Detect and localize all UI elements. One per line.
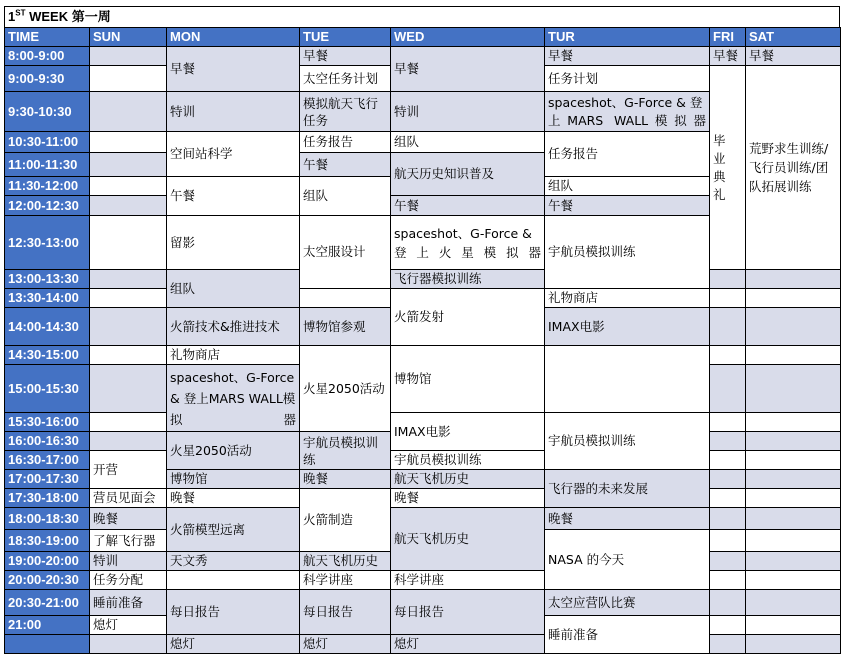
time-cell: 11:00-11:30 — [5, 153, 90, 177]
tue-cell: 太空任务计划 — [300, 66, 391, 92]
time-cell: 21:00 — [5, 616, 90, 635]
time-cell: 14:00-14:30 — [5, 308, 90, 346]
tur-cell: IMAX电影 — [545, 308, 710, 346]
sun-cell — [90, 346, 167, 365]
wed-cell: 午餐 — [391, 196, 545, 216]
sat-cell — [746, 365, 841, 413]
fri-cell — [710, 508, 746, 530]
table-row — [5, 270, 841, 289]
mon-cell: 特训 — [167, 92, 300, 132]
sat-cell — [746, 616, 841, 635]
tue-cell: 宇航员模拟训练 — [300, 432, 391, 470]
tue-cell: 太空服设计 — [300, 216, 391, 289]
sat-cell — [746, 346, 841, 365]
wed-cell: 航天历史知识普及 — [391, 153, 545, 196]
schedule-table — [4, 27, 841, 654]
tue-cell: 每日报告 — [300, 590, 391, 635]
tur-cell: 太空应营队比赛 — [545, 590, 710, 616]
header-tur: TUR — [545, 28, 710, 47]
table-row — [5, 508, 841, 530]
sun-cell: 任务分配 — [90, 571, 167, 590]
fri-cell — [710, 552, 746, 571]
tur-cell: 晚餐 — [545, 508, 710, 530]
table-row — [5, 635, 841, 654]
time-cell: 9:30-10:30 — [5, 92, 90, 132]
sat-cell — [746, 489, 841, 508]
tue-cell: 博物馆参观 — [300, 308, 391, 346]
fri-cell: 早餐 — [710, 47, 746, 66]
time-cell: 12:30-13:00 — [5, 216, 90, 270]
mon-cell: 晚餐 — [167, 489, 300, 508]
wed-cell: 航天飞机历史 — [391, 470, 545, 489]
fri-cell — [710, 308, 746, 346]
wed-cell: 科学讲座 — [391, 571, 545, 590]
table-row — [5, 289, 841, 308]
tur-cell: spaceshot、G-Force & 登上MARS WALL模拟器 — [545, 92, 710, 132]
fri-cell — [710, 451, 746, 470]
time-cell: 12:00-12:30 — [5, 196, 90, 216]
sun-cell — [90, 47, 167, 66]
sun-cell: 了解飞行器 — [90, 530, 167, 552]
sat-cell — [746, 432, 841, 451]
sun-cell — [90, 432, 167, 451]
sun-cell — [90, 92, 167, 132]
time-cell: 13:30-14:00 — [5, 289, 90, 308]
header-wed: WED — [391, 28, 545, 47]
time-cell: 15:00-15:30 — [5, 365, 90, 413]
fri-cell — [710, 289, 746, 308]
time-cell: 13:00-13:30 — [5, 270, 90, 289]
header-fri: FRI — [710, 28, 746, 47]
wed-cell: IMAX电影 — [391, 413, 545, 451]
tur-cell: 早餐 — [545, 47, 710, 66]
table-row — [5, 590, 841, 616]
time-cell: 18:00-18:30 — [5, 508, 90, 530]
mon-cell: 博物馆 — [167, 470, 300, 489]
sat-cell — [746, 451, 841, 470]
sun-cell — [90, 635, 167, 654]
sun-cell: 睡前准备 — [90, 590, 167, 616]
wed-cell: 晚餐 — [391, 489, 545, 508]
wed-cell: 博物馆 — [391, 346, 545, 413]
header-mon: MON — [167, 28, 300, 47]
time-cell: 10:30-11:00 — [5, 132, 90, 153]
table-row — [5, 571, 841, 590]
sun-cell — [90, 66, 167, 92]
header-tue: TUE — [300, 28, 391, 47]
header-time: TIME — [5, 28, 90, 47]
mon-cell: 火星2050活动 — [167, 432, 300, 470]
wed-cell: 组队 — [391, 132, 545, 153]
mon-cell: 礼物商店 — [167, 346, 300, 365]
wed-cell: 航天飞机历史 — [391, 508, 545, 571]
tur-cell: 睡前准备 — [545, 616, 710, 654]
sun-cell — [90, 132, 167, 153]
tue-cell: 晚餐 — [300, 470, 391, 489]
header-sat: SAT — [746, 28, 841, 47]
mon-cell: 每日报告 — [167, 590, 300, 635]
fri-cell — [710, 530, 746, 552]
sat-cell — [746, 635, 841, 654]
sat-cell: 荒野求生训练/飞行员训练/团队拓展训练 — [746, 66, 841, 270]
sat-cell — [746, 308, 841, 346]
tur-cell: NASA 的今天 — [545, 530, 710, 590]
mon-cell: 火箭模型远离 — [167, 508, 300, 552]
sat-cell — [746, 508, 841, 530]
tue-cell: 任务报告 — [300, 132, 391, 153]
mon-cell: 留影 — [167, 216, 300, 270]
tur-cell: 飞行器的未来发展 — [545, 470, 710, 508]
header-row — [5, 28, 841, 47]
sun-cell — [90, 196, 167, 216]
sun-cell — [90, 216, 167, 270]
mon-cell — [167, 571, 300, 590]
table-row — [5, 489, 841, 508]
tur-cell: 任务计划 — [545, 66, 710, 92]
mon-cell: 天文秀 — [167, 552, 300, 571]
tur-cell — [545, 346, 710, 413]
sun-cell: 开营 — [90, 451, 167, 489]
tue-cell: 早餐 — [300, 47, 391, 66]
fri-graduation-text: 毕业典礼 — [713, 132, 726, 202]
tur-cell: 午餐 — [545, 196, 710, 216]
time-cell: 9:00-9:30 — [5, 66, 90, 92]
tur-cell: 任务报告 — [545, 132, 710, 177]
tue-cell: 模拟航天飞行任务 — [300, 92, 391, 132]
tue-cell — [300, 289, 391, 308]
time-cell: 11:30-12:00 — [5, 177, 90, 196]
time-cell: 15:30-16:00 — [5, 413, 90, 432]
tue-cell: 熄灯 — [300, 635, 391, 654]
mon-cell: 组队 — [167, 270, 300, 308]
sat-cell — [746, 270, 841, 289]
wed-cell: spaceshot、G-Force &登上火星模拟器 — [391, 216, 545, 270]
tue-cell: 火箭制造 — [300, 489, 391, 552]
sun-cell: 熄灯 — [90, 616, 167, 635]
tue-cell: 科学讲座 — [300, 571, 391, 590]
table-row — [5, 47, 841, 66]
wed-cell: 熄灯 — [391, 635, 545, 654]
fri-cell — [710, 413, 746, 432]
wed-cell: 早餐 — [391, 47, 545, 92]
sun-cell: 营员见面会 — [90, 489, 167, 508]
fri-cell — [710, 270, 746, 289]
fri-cell — [710, 432, 746, 451]
time-cell: 17:30-18:00 — [5, 489, 90, 508]
time-cell: 20:00-20:30 — [5, 571, 90, 590]
table-row — [5, 451, 841, 470]
header-sun: SUN — [90, 28, 167, 47]
fri-cell — [710, 571, 746, 590]
sun-cell: 特训 — [90, 552, 167, 571]
fri-cell — [710, 470, 746, 489]
time-cell: 14:30-15:00 — [5, 346, 90, 365]
mon-cell: 早餐 — [167, 47, 300, 92]
time-cell: 18:30-19:00 — [5, 530, 90, 552]
sat-cell — [746, 470, 841, 489]
sat-cell: 早餐 — [746, 47, 841, 66]
wed-cell: 飞行器模拟训练 — [391, 270, 545, 289]
fri-cell — [710, 489, 746, 508]
tue-cell: 航天飞机历史 — [300, 552, 391, 571]
time-cell: 20:30-21:00 — [5, 590, 90, 616]
fri-cell — [710, 66, 746, 270]
tue-cell: 火星2050活动 — [300, 346, 391, 432]
sat-cell — [746, 571, 841, 590]
time-cell: 8:00-9:00 — [5, 47, 90, 66]
wed-cell: 火箭发射 — [391, 289, 545, 346]
time-cell: 17:00-17:30 — [5, 470, 90, 489]
fri-cell — [710, 590, 746, 616]
tur-cell: 组队 — [545, 177, 710, 196]
sat-cell — [746, 289, 841, 308]
time-cell: 16:30-17:00 — [5, 451, 90, 470]
tur-cell: 礼物商店 — [545, 289, 710, 308]
sun-cell — [90, 289, 167, 308]
sat-cell — [746, 590, 841, 616]
sun-cell — [90, 153, 167, 177]
mon-cell: 午餐 — [167, 177, 300, 216]
week-number: 1 — [8, 9, 16, 24]
sun-cell — [90, 413, 167, 432]
wed-cell: 特训 — [391, 92, 545, 132]
mon-cell: 火箭技术&推进技术 — [167, 308, 300, 346]
mon-cell: 空间站科学 — [167, 132, 300, 177]
tur-cell: 宇航员模拟训练 — [545, 216, 710, 289]
sat-cell — [746, 530, 841, 552]
sun-cell: 晚餐 — [90, 508, 167, 530]
table-row — [5, 346, 841, 365]
fri-cell — [710, 616, 746, 635]
sat-cell — [746, 552, 841, 571]
table-row — [5, 413, 841, 432]
week-title — [4, 6, 840, 28]
sat-cell — [746, 413, 841, 432]
tue-cell: 午餐 — [300, 153, 391, 177]
wed-cell: 每日报告 — [391, 590, 545, 635]
fri-cell — [710, 635, 746, 654]
sun-cell — [90, 270, 167, 289]
sun-cell — [90, 365, 167, 413]
fri-cell — [710, 346, 746, 365]
fri-cell — [710, 365, 746, 413]
mon-cell: 熄灯 — [167, 635, 300, 654]
week-label: WEEK 第一周 — [25, 9, 111, 24]
tue-cell: 组队 — [300, 177, 391, 216]
tur-cell: 宇航员模拟训练 — [545, 413, 710, 470]
sun-cell — [90, 177, 167, 196]
week-ordinal: ST — [15, 8, 26, 18]
time-cell — [5, 635, 90, 654]
sun-cell — [90, 308, 167, 346]
wed-cell: 宇航员模拟训练 — [391, 451, 545, 470]
time-cell: 19:00-20:00 — [5, 552, 90, 571]
time-cell: 16:00-16:30 — [5, 432, 90, 451]
mon-cell: spaceshot、G-Force & 登上MARS WALL模拟器 — [167, 365, 300, 432]
